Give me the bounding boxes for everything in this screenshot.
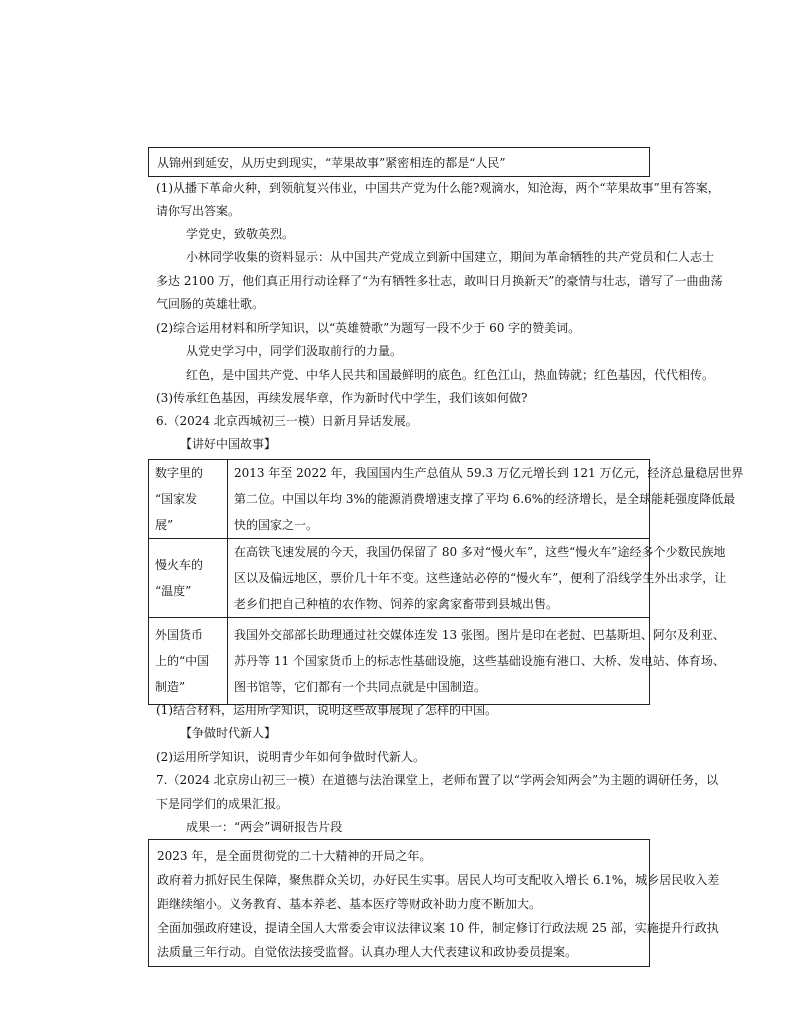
question-7-line-1: 7.（2024 北京房山初三一模）在道德与法治课堂上，老师布置了以“学两会知两会”为主题的调研任务，以 bbox=[156, 773, 719, 787]
china-stories-table bbox=[148, 459, 744, 705]
heading-study-history: 学党史，致敬英烈。 bbox=[186, 227, 295, 241]
material-line-2: 多达 2100 万，他们真正用行动诠释了“为有牺牲多壮志，敢叫日月换新天”的豪情与壮志，谱写了一曲曲荡 bbox=[156, 274, 723, 288]
question-1-line-1: (1)从播下革命火种，到领航复兴伟业，中国共产党为什么能?观滴水，知沧海，两个“苹果故事”里有答案， bbox=[156, 181, 720, 195]
top-material-box bbox=[148, 147, 650, 177]
report-line: 政府着力抓好民生保障，聚焦群众关切，办好民生实事。居民人均可支配收入增长 6.1%，城乡居民收入差 bbox=[157, 873, 720, 887]
heading-learn-strength: 从党史学习中，同学们汲取前行的力量。 bbox=[186, 344, 403, 358]
question-6-2: (2)运用所学知识，说明青少年如何争做时代新人。 bbox=[156, 750, 425, 764]
table-row-value: 2013 年至 2022 年，我国国内生产总值从 59.3 万亿元增长到 121 万亿元，经济总量稳居世界 第二位。中国以年均 3%的能源消费增速支撑了平均 6.6%的经济增长，是全球能耗强度降低最 快的国家之一。 bbox=[228, 460, 650, 539]
report-line: 全面加强政府建设，提请全国人大常委会审议法律议案 10 件，制定修订行政法规 25 部，实施提升行政执 bbox=[157, 921, 719, 935]
table-row-key: 慢火车的 “温度” bbox=[149, 539, 228, 618]
table-row bbox=[149, 460, 650, 539]
section-tell-china-stories: 【讲好中国故事】 bbox=[180, 437, 277, 451]
red-gene-text: 红色，是中国共产党、中华人民共和国最鲜明的底色。红色江山，热血铸就；红色基因，代代相传。 bbox=[186, 368, 715, 382]
report-excerpt-box bbox=[148, 839, 720, 967]
table-row-value: 我国外交部部长助理通过社交媒体连发 13 张图。图片是印在老挝、巴基斯坦、阿尔及利亚、 苏丹等 11 个国家货币上的标志性基础设施，这些基础设施有港口、大桥、发电站、体育场、 图书馆等，它们都有一个共同点就是中国制造。 bbox=[228, 618, 650, 705]
table-row-value: 在高铁飞速发展的今天，我国仍保留了 80 多对“慢火车”，这些“慢火车”途经多个少数民族地 区以及偏远地区，票价几十年不变。这些逢站必停的“慢火车”，便利了沿线学生外出求学，让 老乡们把自己种植的农作物、饲养的家禽家畜带到县城出售。 bbox=[228, 539, 650, 618]
material-line-1: 小林同学收集的资料显示：从中国共产党成立到新中国建立，期间为革命牺牲的共产党员和仁人志士 bbox=[186, 250, 715, 264]
section-new-era-youth: 【争做时代新人】 bbox=[180, 726, 277, 740]
report-line: 法质量三年行动。自觉依法接受监督。认真办理人大代表建议和政协委员提案。 bbox=[157, 945, 578, 959]
question-7-line-2: 下是同学们的成果汇报。 bbox=[156, 797, 289, 811]
top-box-text: 从锦州到延安，从历史到现实，“苹果故事”紧密相连的都是“人民” bbox=[157, 156, 506, 170]
question-6-title: 6.（2024 北京西城初三一模）日新月异话发展。 bbox=[156, 414, 418, 428]
question-3: (3)传承红色基因，再续发展华章，作为新时代中学生，我们该如何做? bbox=[156, 391, 528, 405]
question-1-line-2: 请你写出答案。 bbox=[156, 204, 241, 218]
table-row bbox=[149, 539, 650, 618]
table-row-key: 外国货币 上的“中国 制造” bbox=[149, 618, 228, 705]
table-row-key: 数字里的 “国家发 展” bbox=[149, 460, 228, 539]
material-line-3: 气回肠的英雄壮歌。 bbox=[156, 297, 265, 311]
question-6-1: (1)结合材料，运用所学知识，说明这些故事展现了怎样的中国。 bbox=[156, 703, 498, 717]
report-line: 距继续缩小。义务教育、基本养老、基本医疗等财政补助力度不断加大。 bbox=[157, 897, 542, 911]
report-line: 2023 年，是全面贯彻党的二十大精神的开局之年。 bbox=[157, 849, 432, 863]
table-row bbox=[149, 618, 650, 705]
result-one-label: 成果一：“两会”调研报告片段 bbox=[186, 820, 343, 834]
question-2: (2)综合运用材料和所学知识，以“英雄赞歌”为题写一段不少于 60 字的赞美词。 bbox=[156, 321, 581, 335]
